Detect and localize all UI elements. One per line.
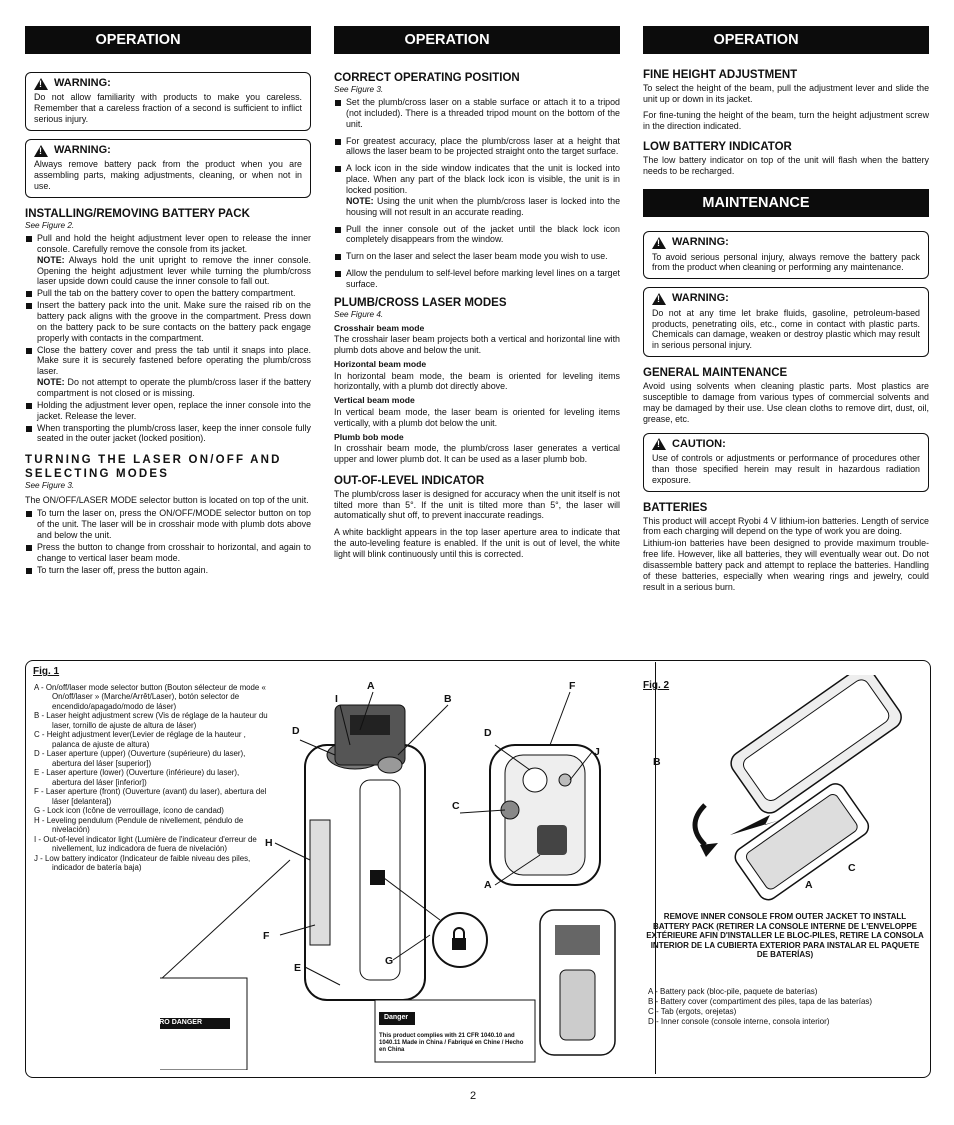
list-item: Press the button to change from crosshair to horizontal, and again to change to vertical laser beam mode. <box>25 542 311 564</box>
danger-label-2: Danger This product complies with 21 CFR 1040.10 and 1040.11 Made in China / Fabriqué en Chine / Hecho en China <box>379 1014 524 1053</box>
battery-steps <box>25 233 311 444</box>
section-title-ool: OUT-OF-LEVEL INDICATOR <box>334 474 485 487</box>
callout-f2: F <box>569 680 576 692</box>
callout-j: J <box>594 746 600 758</box>
section-title-modes: PLUMB/CROSS LASER MODES <box>334 296 507 309</box>
fig2-legend <box>648 987 872 1027</box>
section-title-general: GENERAL MAINTENANCE <box>643 367 788 380</box>
callout-c: C <box>452 800 460 812</box>
warning-icon <box>652 237 666 249</box>
list-item: For greatest accuracy, place the plumb/cross laser at a height that allows the laser beam to be projected straight onto the target surface. <box>334 136 620 158</box>
callout-e: E <box>294 962 302 974</box>
warning-icon <box>34 145 48 157</box>
warning-icon <box>34 78 48 90</box>
fig2-callout-c: C <box>848 862 856 874</box>
legend-item: D - Inner console (console interne, consola interior) <box>648 1017 830 1026</box>
legend-item: A - Battery pack (bloc-pile, paquete de baterías) <box>648 987 818 996</box>
list-item: Close the battery cover and press the tab until it snaps into place. Make sure it is securely fastened before operating the plumb/cross laser. NOTE: Do not attempt to operate the plumb/cross laser if the battery compartment is not closed or is missing. <box>25 345 311 399</box>
legend-item: I - Out-of-level indicator light (Lumière de l'indicateur d'erreur de nivellement, luz indicadora de fuera de nivelación) <box>34 834 257 854</box>
caution-icon <box>652 438 666 450</box>
callout-d2: D <box>484 727 492 739</box>
fig2-illustration <box>660 675 925 905</box>
legend-item: A - On/off/laser mode selector button (Bouton sélecteur de mode « On/off/laser » (Marche/Arrêt/Laser), botón selector de encendido/apagado/modo de láser) <box>34 683 266 711</box>
danger-label-1: DANGER PELIGRO DANGER <box>105 1019 203 1026</box>
list-item: When transporting the plumb/cross laser, keep the inner console fully seated in the outer jacket (locked position). <box>25 423 311 445</box>
fig2-caption: REMOVE INNER CONSOLE FROM OUTER JACKET TO INSTALL BATTERY PACK (RETIRER LA CONSOLE INTERNE DE L'ENVELOPPE EXTÉRIEURE AFIN D'INSTALLER LE BLOC-PILES, RETIRE LA CONSOLA INTERIOR DE LA CUBIERTA EXTERIOR PARA INSTALAR EL PAQUETE DE BATERÍAS) <box>646 912 924 960</box>
section-title-turning: TURNING THE LASER ON/OFF AND SELECTING MODES <box>25 454 282 481</box>
operation-header-3: OPERATION <box>643 26 929 54</box>
warning-box-3: ! WARNING: To avoid serious personal injury, always remove the battery pack from the product when cleaning or performing any maintenance. <box>643 231 929 279</box>
section-title-battery: INSTALLING/REMOVING BATTERY PACK <box>25 207 250 220</box>
legend-item: H - Leveling pendulum (Pendule de nivellement, péndulo de nivelación) <box>34 815 244 835</box>
list-item: To turn the laser off, press the button again. <box>25 565 311 576</box>
callout-d: D <box>292 725 300 737</box>
list-item: To turn the laser on, press the ON/OFF/MODE selector button on top of the unit. The laser will be in crosshair mode with plumb dots above and below the unit. <box>25 508 311 541</box>
fig1-label: Fig. 1 <box>33 666 60 677</box>
legend-item: B - Battery cover (compartiment des piles, tapa de las baterías) <box>648 997 873 1006</box>
list-item: Holding the adjustment lever open, replace the inner console into the jacket. Release the lever. <box>25 400 311 422</box>
section-title-lowbat: LOW BATTERY INDICATOR <box>643 141 792 154</box>
legend-item: D - Laser aperture (upper) (Ouverture (supérieure) du laser), abertura del láser [superior]) <box>34 749 246 768</box>
list-item: Pull the inner console out of the jacket until the black lock icon completely disappears from the window. <box>334 224 620 246</box>
list-item: Pull the tab on the battery cover to open the battery compartment. <box>25 288 311 299</box>
callout-b: B <box>444 693 452 705</box>
maintenance-header: MAINTENANCE <box>643 189 929 217</box>
list-item: Turn on the laser and select the laser beam mode you wish to use. <box>334 251 620 262</box>
legend-item: E - Laser aperture (lower) (Ouverture (inférieure) du laser), abertura del láser [inferior]) <box>34 768 240 787</box>
legend-item: B - Laser height adjustment screw (Vis de réglage de la hauteur du laser, tornillo de ajuste de altura de láser) <box>34 711 268 730</box>
column-3: OPERATION FINE HEIGHT ADJUSTMENT To select the height of the beam, pull the adjustment lever and slide the unit up or down in its jacket. For fine-tuning the height of the beam, turn the height adjustment screw in the direction indicated. LOW BATTERY INDICATOR The low battery indicator on top of the unit will flash when the battery needs to be recharged. MAINTENANCE ! WARNING: To avoid serious personal injury, always remove the battery pack from the product when cleaning or performing any maintenance. ! WARNING: Do not at any time let brake fluids, gasoline, petroleum-based products, penetrating oils, etc., come in contact with plastic parts. Chemicals can damage, weaken or destroy plastic which may result in serious personal injury. GENERAL MAINTENANCE Avoid using solvents when cleaning plastic parts. Most plastics are susceptible to damage from various types of commercial solvents and may be damaged by their use. Use clean cloths to remove dirt, dust, oil, grease, etc. ! CAUTION: Use of controls or adjustments or performance of procedures other than those specified herein may result in hazardous radiation exposure. BATTERIES This product will accept Ryobi 4 V lithium-ion batteries. Length of service from each charging will depend on the type of work you are doing. Lithium-ion batteries have been designed to provide maximum trouble-free life. However, like all batteries, they will eventually wear out. Do not disassemble battery pack and attempt to replace the batteries. Handling of these batteries, especially when wearing rings and jewelry, could result in a serious burn. <box>643 26 929 593</box>
callout-h: H <box>265 837 273 849</box>
section-title-fine: FINE HEIGHT ADJUSTMENT <box>643 69 798 81</box>
callout-g: G <box>385 955 394 967</box>
fig2-callout-b: B <box>653 756 661 768</box>
operation-header-2: OPERATION <box>334 26 620 54</box>
legend-item: J - Low battery indicator (Indicateur de faible niveau des piles, indicador de batería baja) <box>34 853 251 873</box>
warning-icon <box>652 293 666 305</box>
legend-item: G - Lock icon (Icône de verrouillage, ícono de candad) <box>34 806 224 816</box>
fig2-callout-a: A <box>805 879 813 891</box>
column-2: OPERATION CORRECT OPERATING POSITION See Figure 3. Set the plumb/cross laser on a stable surface or attach it to a tripod (not included). There is a threaded tripod mount on the bottom of the unit. For greatest accuracy, place the plumb/cross laser at a height that allows the laser beam to be projected straight onto the target surface. A lock icon in the side window indicates that the unit is locked into place. When any part of the black lock icon is visible, the unit is in locked position. NOTE: Using the unit when the plumb/cross laser is locked into the housing will not result in an accurate reading. Pull the inner console out of the jacket until the black lock icon completely disappears from the window. Turn on the laser and select the laser beam mode you wish to use. Allow the pendulum to self-level before marking level lines on a target surface. PLUMB/CROSS LASER MODES See Figure 4. Crosshair beam mode The crosshair laser beam projects both a vertical and horizontal line with plumb dots above and below the unit. Horizontal beam mode In horizontal beam mode, the beam is oriented for leveling items horizontally, with a plumb dot directly above. Vertical beam mode In vertical beam mode, the laser beam is oriented for leveling items vertically, with a plumb dot below the unit. Plumb bob mode In crosshair beam mode, the plumb/cross laser generates a vertical upper and lower plumb dot. It can be used as a laser plumb bob. OUT-OF-LEVEL INDICATOR The plumb/cross laser is designed for accuracy when the unit itself is not tilted more than 5°. If the unit is tilted more than 5°, the laser will automatically shut off, to prevent inaccurate readings. A white backlight appears in the top laser aperture area to indicate that the auto-leveling feature is enabled. If the unit is out of level, the white light will blink continuously until this is corrected. <box>334 26 620 560</box>
callout-f: F <box>263 930 270 942</box>
warning-box-2: ! WARNING: Always remove battery pack from the product when you are assembling parts, making adjustments, cleaning, or when not in use. <box>25 139 311 198</box>
column-1: OPERATION ! WARNING: Do not allow familiarity with products to make you careless. Remember that a careless fraction of a second is sufficient to inflict serious injury. ! WARNING: Always remove battery pack from the product when you are assembling parts, making adjustments, cleaning, or when not in use. INSTALLING/REMOVING BATTERY PACK See Figure 2. Pull and hold the height adjustment lever open to release the inner console. Carefully remove the console from its jacket. NOTE: Always hold the unit upright to remove the inner console. Opening the height adjustment lever while turning the plumb/cross laser upside down could cause the inner console to fall out. Pull the tab on the battery cover to open the battery compartment. Insert the battery pack into the unit. Make sure the raised rib on the battery pack aligns with the groove in the compartment. Press down on the battery pack to be sure contacts on the battery pack engage properly with contacts in the compartment. Close the battery cover and press the tab until it snaps into place. Make sure it is securely fastened before operating the plumb/cross laser. NOTE: Do not attempt to operate the plumb/cross laser if the battery compartment is not closed or is missing. Holding the adjustment lever open, replace the inner console into the jacket. Release the lever. When transporting the plumb/cross laser, keep the inner console fully seated in the outer jacket (locked position). TURNING THE LASER ON/OFF AND SELECTING MODES See Figure 3. The ON/OFF/LASER MODE selector button is located on top of the unit. To turn the laser on, press the ON/OFF/MODE selector button on top of the unit. The laser will be in crosshair mode with plumb dots above and below the unit. Press the button to change from crosshair to horizontal, and again to change to vertical laser beam mode. To turn the laser off, press the button again. <box>25 26 311 576</box>
page-number: 2 <box>470 1090 477 1102</box>
list-item: Allow the pendulum to self-level before marking level lines on a target surface. <box>334 268 620 290</box>
warning-box-1: ! WARNING: Do not allow familiarity with products to make you careless. Remember that a careless fraction of a second is sufficient to inflict serious injury. <box>25 72 311 131</box>
legend-item: C - Height adjustment lever(Levier de réglage de la hauteur , palanca de ajuste de altura) <box>34 730 246 749</box>
legend-item: C - Tab (ergots, orejetas) <box>648 1007 737 1016</box>
list-item: Set the plumb/cross laser on a stable surface or attach it to a tripod (not included). There is a threaded tripod mount on the bottom of the unit. <box>334 97 620 130</box>
section-title-correct: CORRECT OPERATING POSITION <box>334 72 520 84</box>
callout-a: A <box>367 680 375 692</box>
legend-item: F - Laser aperture (front) (Ouverture (avant) du laser), abertura del láser [delantera]) <box>34 787 267 806</box>
turning-steps <box>25 508 311 575</box>
fig2-label: Fig. 2 <box>643 680 670 691</box>
operation-header-1: OPERATION <box>25 26 311 54</box>
list-item: Pull and hold the height adjustment lever open to release the inner console. Carefully remove the console from its jacket. NOTE: Always hold the unit upright to remove the inner console. Opening the height adjustment lever while turning the plumb/cross laser upside down could cause the inner console to fall out. <box>25 233 311 287</box>
correct-steps <box>334 97 620 290</box>
list-item: Insert the battery pack into the unit. Make sure the raised rib on the battery pack aligns with the groove in the compartment. Press down on the battery pack to be sure contacts on the battery pack engage properly with contacts in the compartment. <box>25 300 311 343</box>
list-item: A lock icon in the side window indicates that the unit is locked into place. When any part of the black lock icon is visible, the unit is in locked position. NOTE: Using the unit when the plumb/cross laser is locked into the housing will not result in an accurate reading. <box>334 163 620 217</box>
callout-i: I <box>335 693 338 705</box>
caution-box: ! CAUTION: Use of controls or adjustments or performance of procedures other than those specified herein may result in hazardous radiation exposure. <box>643 433 929 492</box>
section-title-batteries: BATTERIES <box>643 501 708 514</box>
callout-a2: A <box>484 879 492 891</box>
warning-box-4: ! WARNING: Do not at any time let brake fluids, gasoline, petroleum-based products, penetrating oils, etc., come in contact with plastic parts. Chemicals can damage, weaken or destroy plastic which may result in serious personal injury. <box>643 287 929 357</box>
